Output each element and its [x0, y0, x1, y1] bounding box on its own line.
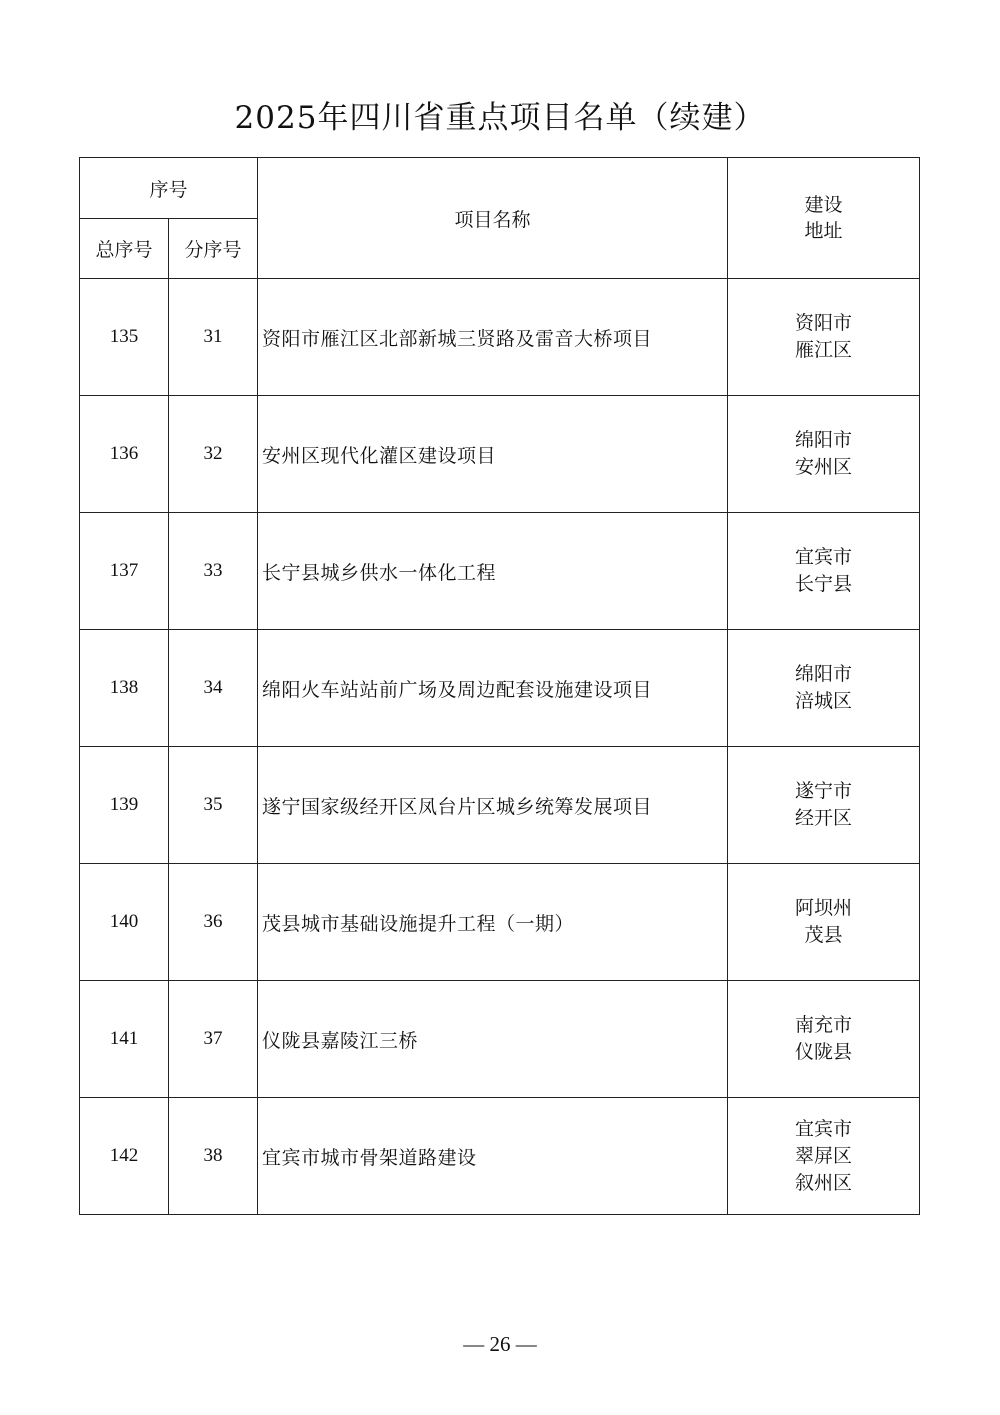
table-row — [80, 747, 920, 864]
location-line: 雁江区 — [795, 339, 853, 361]
location-line: 叙州区 — [795, 1171, 853, 1194]
location-line: 宜宾市 — [795, 546, 853, 568]
sub-seq-cell: 34 — [169, 630, 258, 747]
total-seq-cell: 136 — [80, 396, 169, 513]
header-location-line: 建设 — [804, 194, 843, 216]
total-seq-cell: 135 — [80, 279, 169, 396]
sub-seq-cell: 36 — [169, 864, 258, 981]
header-seq-group: 序号 — [80, 158, 258, 219]
project-name-cell: 茂县城市基础设施提升工程（一期） — [258, 864, 728, 981]
location-cell — [728, 1098, 920, 1215]
project-name-cell: 安州区现代化灌区建设项目 — [258, 396, 728, 513]
table-header-row — [80, 158, 920, 219]
project-name-cell: 遂宁国家级经开区凤台片区城乡统筹发展项目 — [258, 747, 728, 864]
location-cell — [728, 513, 920, 630]
header-project-name: 项目名称 — [258, 158, 728, 279]
project-name-cell: 绵阳火车站站前广场及周边配套设施建设项目 — [258, 630, 728, 747]
project-name-cell: 宜宾市城市骨架道路建设 — [258, 1098, 728, 1215]
sub-seq-cell: 31 — [169, 279, 258, 396]
table-row — [80, 513, 920, 630]
total-seq-cell: 141 — [80, 981, 169, 1098]
header-location-line: 地址 — [804, 220, 843, 242]
table-row — [80, 630, 920, 747]
total-seq-cell: 142 — [80, 1098, 169, 1215]
location-line: 资阳市 — [795, 312, 853, 334]
location-cell — [728, 630, 920, 747]
location-line: 遂宁市 — [795, 780, 853, 802]
location-line: 绵阳市 — [795, 429, 853, 451]
project-table — [79, 157, 920, 1215]
location-cell — [728, 864, 920, 981]
location-cell — [728, 981, 920, 1098]
location-line: 阿坝州 — [795, 897, 853, 919]
location-line: 涪城区 — [795, 690, 853, 712]
total-seq-cell: 138 — [80, 630, 169, 747]
header-sub-seq: 分序号 — [169, 219, 258, 279]
sub-seq-cell: 33 — [169, 513, 258, 630]
project-name-cell: 资阳市雁江区北部新城三贤路及雷音大桥项目 — [258, 279, 728, 396]
location-line: 仪陇县 — [795, 1041, 853, 1063]
location-cell — [728, 396, 920, 513]
sub-seq-cell: 38 — [169, 1098, 258, 1215]
page-title: 2025年四川省重点项目名单（续建） — [234, 100, 766, 136]
total-seq-cell: 137 — [80, 513, 169, 630]
location-cell — [728, 747, 920, 864]
total-seq-cell: 139 — [80, 747, 169, 864]
location-line: 绵阳市 — [795, 663, 853, 685]
total-seq-cell: 140 — [80, 864, 169, 981]
location-cell — [728, 279, 920, 396]
project-name-cell: 长宁县城乡供水一体化工程 — [258, 513, 728, 630]
table-body — [80, 279, 920, 1215]
table-row — [80, 1098, 920, 1215]
table-row — [80, 981, 920, 1098]
location-line: 长宁县 — [795, 573, 853, 595]
sub-seq-cell: 32 — [169, 396, 258, 513]
table-row — [80, 279, 920, 396]
location-line: 翠屏区 — [795, 1144, 853, 1167]
header-location — [728, 158, 920, 279]
page-number: — 26 — — [463, 1332, 537, 1356]
sub-seq-cell: 35 — [169, 747, 258, 864]
header-total-seq: 总序号 — [80, 219, 169, 279]
sub-seq-cell: 37 — [169, 981, 258, 1098]
location-line: 茂县 — [804, 924, 843, 946]
location-line: 安州区 — [795, 456, 853, 478]
location-line: 宜宾市 — [795, 1117, 853, 1140]
location-line: 经开区 — [795, 807, 853, 829]
location-line: 南充市 — [795, 1014, 853, 1036]
table-row — [80, 396, 920, 513]
project-name-cell: 仪陇县嘉陵江三桥 — [258, 981, 728, 1098]
table-row — [80, 864, 920, 981]
